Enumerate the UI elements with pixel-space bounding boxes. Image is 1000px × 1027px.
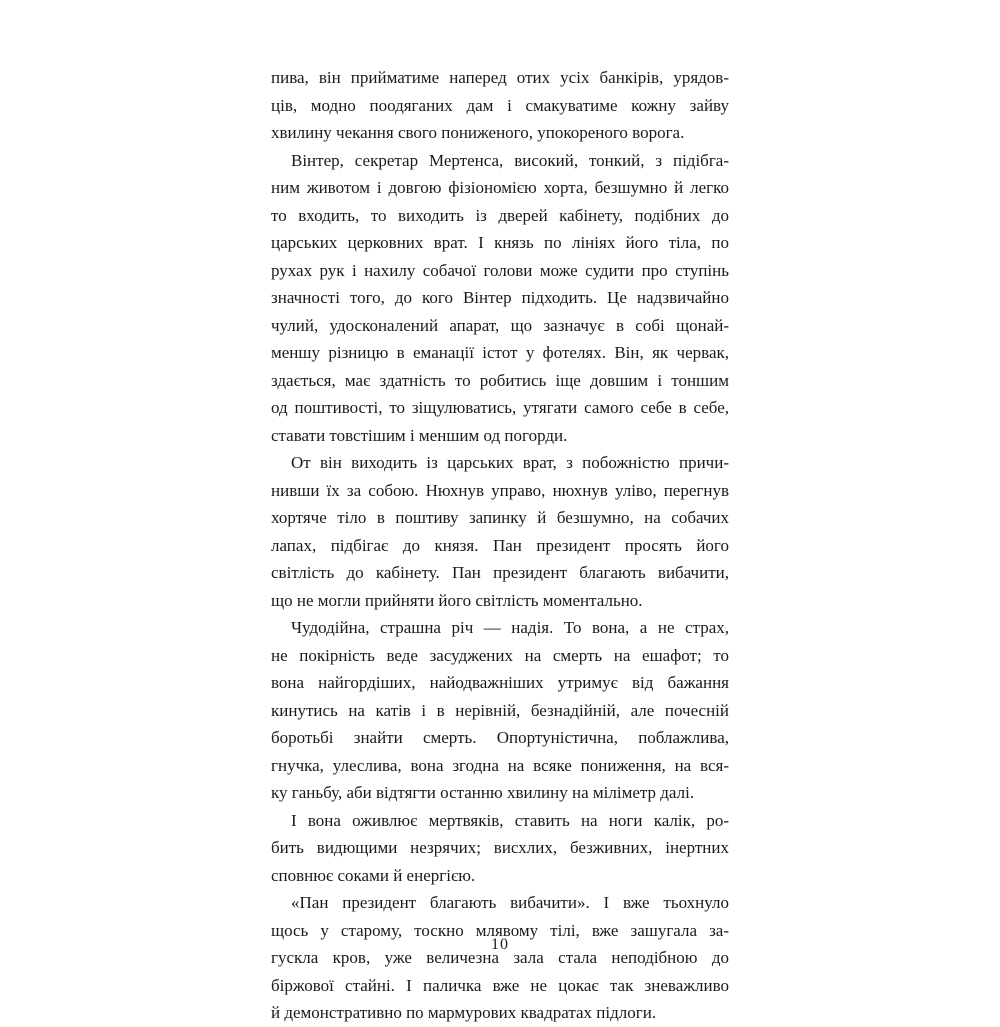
text-line: ців, модно поодяганих дам і смакуватиме кожну зайву (271, 95, 729, 115)
text-line: не покірність веде засуджених на смерть на ешафот; то (271, 645, 729, 665)
text-line: хвилину чекання свого пониженого, упокореного ворога. (271, 123, 685, 142)
text-line: Чудодійна, страшна річ — надія. То вона, а не страх, (291, 618, 729, 637)
text-line: од поштивості, то зіщулюватись, утягати самого себе в себе, (271, 398, 729, 417)
text-line: сповнює соками й енергією. (271, 865, 476, 885)
text-line: що не могли прийняти його світлість моментально. (271, 590, 643, 610)
text-line: щось у старому, тоскно млявому тілі, вже зашугала за- (271, 920, 729, 940)
text-line: меншу різницю в еманації істот у фотелях. Він, як червак, (271, 343, 729, 362)
text-line: світлість до кабінету. Пан президент благають вибачити, (271, 563, 729, 582)
text-line: царських церковних врат. І князь по лініях його тіла, по (271, 233, 729, 252)
text-line: нивши їх за собою. Нюхнув управо, нюхнув уліво, перегнув (271, 480, 729, 500)
text-line: здається, має здатність то робитись іще довшим і тоншим (271, 370, 729, 390)
text-line: й демонстративно по мармурових квадратах підлоги. (271, 1003, 657, 1022)
text-line: гнучка, улеслива, вона згодна на всяке пониження, на вся- (271, 755, 729, 775)
body-text (271, 64, 729, 1027)
text-line: кинутись на катів і в нерівній, безнадійній, але почесній (271, 700, 729, 720)
text-line: рухах рук і нахилу собачої голови може судити про ступінь (271, 260, 729, 280)
text-line: Вінтер, секретар Мертенса, високий, тонкий, з підібга- (291, 150, 729, 170)
text-line: то входить, то виходить із дверей кабінету, подібних до (271, 205, 729, 225)
text-line: ним животом і довгою фізіономією хорта, безшумно й легко (271, 178, 729, 197)
page-number: 10 (491, 936, 509, 953)
text-line: вона найгордіших, найодважніших утримує від бажання (271, 673, 729, 692)
text-line: пива, він прийматиме наперед отих усіх банкірів, урядов- (271, 68, 729, 87)
text-line: «Пан президент благають вибачити». І вже тьохнуло (291, 893, 729, 912)
text-line: чулий, удосконалений апарат, що зазначує в собі щонай- (271, 315, 729, 335)
text-line: бить видющими незрячих; висхлих, безживних, інертних (271, 838, 729, 857)
text-line: І вона оживлює мертвяків, ставить на ноги калік, ро- (291, 810, 729, 830)
text-line: ставати товстішим і меншим од погорди. (271, 425, 568, 445)
text-line: лапах, підбігає до князя. Пан президент просять його (271, 535, 729, 555)
text-line: боротьбі знайти смерть. Опортуністична, поблажлива, (271, 728, 729, 747)
text-line: ку ганьбу, аби відтягти останню хвилину на міліметр далі. (271, 783, 695, 802)
text-line: гускла кров, уже величезна зала стала неподібною до (271, 948, 729, 967)
text-line: хортяче тіло в поштиву запинку й безшумно, на собачих (271, 508, 729, 527)
text-line: значності того, до кого Вінтер підходить. Це надзвичайно (271, 288, 729, 307)
text-line: біржової стайні. І паличка вже не цокає так зневажливо (271, 975, 729, 995)
text-line: От він виходить із царських врат, з побожністю причи- (291, 453, 729, 472)
